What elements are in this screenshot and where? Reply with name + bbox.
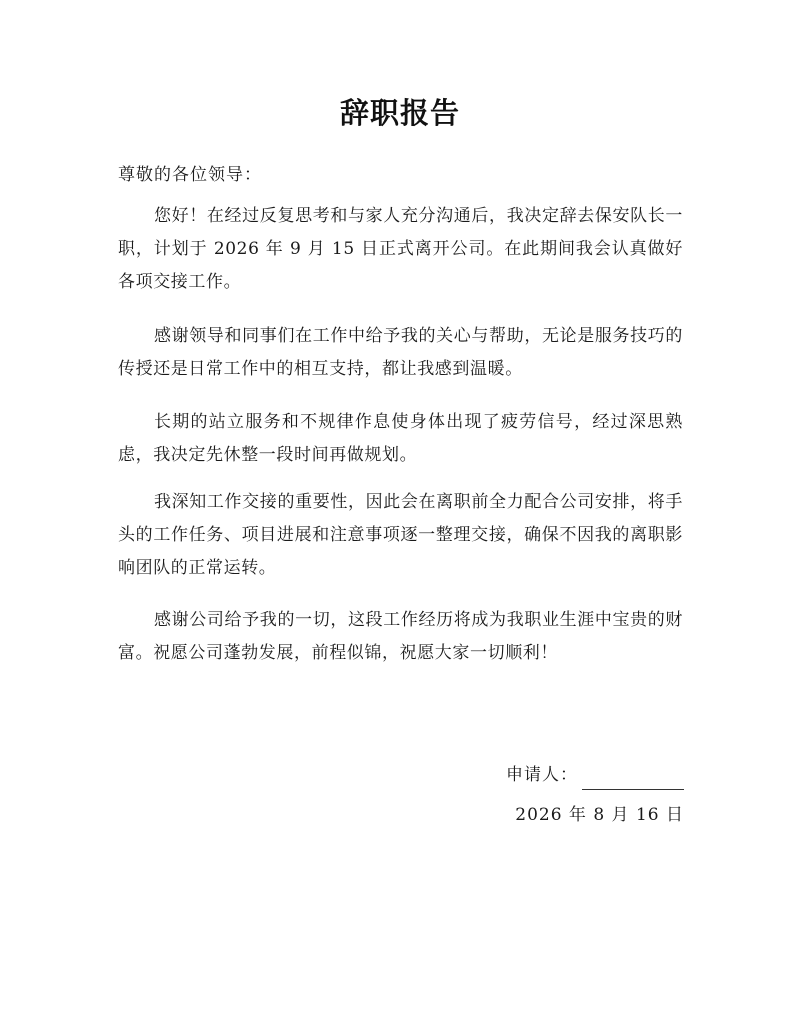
document-date: 2026 年 8 月 16 日: [515, 805, 684, 825]
applicant-signature-line: [506, 760, 684, 790]
signature-label: 申请人：: [506, 765, 578, 785]
paragraph-closing-wishes: 感谢公司给予我的一切，这段工作经历将成为我职业生涯中宝贵的财富。祝愿公司蓬勃发展，前程似锦，祝愿大家一切顺利！: [118, 610, 683, 663]
document-title: 辞职报告: [339, 96, 460, 130]
paragraph-reason: 长期的站立服务和不规律作息使身体出现了疲劳信号，经过深思熟虑，我决定先休整一段时间再做规划。: [118, 412, 683, 465]
paragraph-decision: 您好！在经过反复思考和与家人充分沟通后，我决定辞去保安队长一职，计划于 2026 年 9 月 15 日正式离开公司。在此期间我会认真做好各项交接工作。: [118, 206, 683, 292]
paragraph-gratitude-colleagues: 感谢领导和同事们在工作中给予我的关心与帮助，无论是服务技巧的传授还是日常工作中的相互支持，都让我感到温暖。: [118, 326, 683, 379]
signature-blank: [582, 767, 684, 790]
salutation: 尊敬的各位领导：: [118, 165, 262, 185]
paragraph-handover: 我深知工作交接的重要性，因此会在离职前全力配合公司安排，将手头的工作任务、项目进展和注意事项逐一整理交接，确保不因我的离职影响团队的正常运转。: [118, 492, 683, 578]
